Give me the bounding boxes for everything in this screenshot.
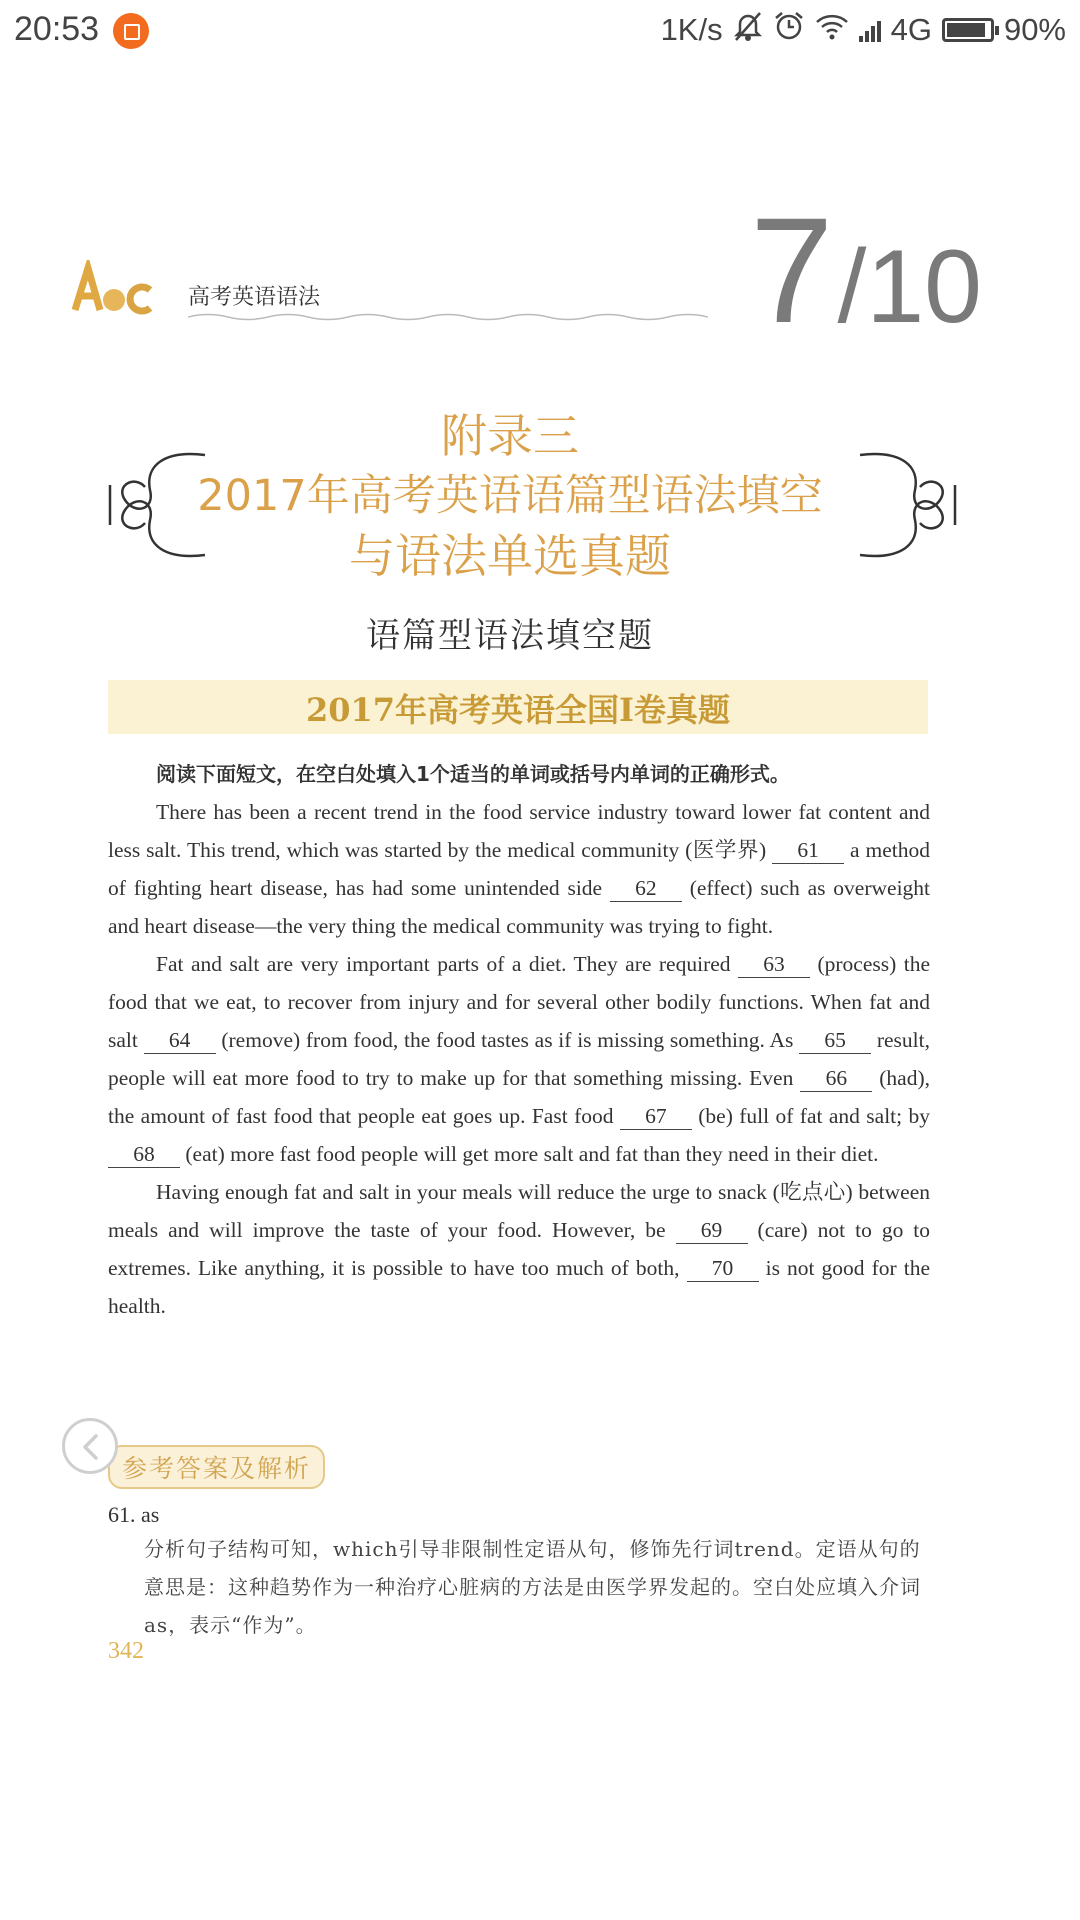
wifi-icon [815,12,849,48]
exam-banner [108,680,928,734]
text-segment: (be) full of fat and salt; by [698,1104,930,1128]
text-segment: There has been a recent trend in the food service industry toward lower fat content and less salt. This trend, which was started by the medical community (医学界) [108,800,930,862]
appendix-line-1: 附录三 [441,409,579,463]
paragraph-3 [108,1173,930,1325]
signal-icon [859,18,881,42]
alarm-icon [773,10,805,50]
text-segment: (eat) more fast food people will get more salt and fat than they need in their diet. [185,1142,879,1166]
text-segment: is not good for the health. [108,1256,931,1318]
back-button[interactable] [62,1418,118,1474]
passage [108,755,930,1325]
bell-muted-icon [733,10,763,50]
current-page: 7 [750,186,834,354]
abc-logo-icon [70,260,160,320]
network-speed: 1K/s [660,12,723,47]
total-pages: 10 [866,229,983,345]
paragraph-1 [108,793,930,945]
blank-69: 69 [676,1217,748,1244]
book-header-title: 高考英语语法 [188,285,321,310]
text-segment: (remove) from food, the food tastes as if is missing something. As [221,1028,794,1052]
exam-banner-text: 2017年高考英语全国I卷真题 [305,691,731,729]
text-segment: (process) the food that we eat, to recover from injury and for several other bodily functions. When fat and salt [108,952,930,1052]
blank-63: 63 [738,951,810,978]
battery-icon [942,18,994,42]
network-type: 4G [890,12,932,47]
appendix-line-3: 与语法单选真题 [349,529,671,583]
appendix-line-2: 2017年高考英语语篇型语法填空 [197,471,823,521]
app-notification-icon [113,13,149,49]
section-title: 语篇型语法填空题 [366,616,654,656]
appendix-title [60,406,960,586]
blank-70: 70 [687,1255,759,1282]
chevron-left-icon [78,1433,104,1461]
answers-heading: 参考答案及解析 [108,1445,325,1489]
status-time: 20:53 [14,10,100,48]
text-segment: Fat and salt are very important parts of a diet. They are required [156,952,731,976]
text-segment: result, people will eat more food to try to make up for that something missing. Even [108,1028,930,1090]
page-separator: / [837,229,867,345]
blank-65: 65 [799,1027,871,1054]
blank-62: 62 [610,875,682,902]
text-segment: a method of fighting heart disease, has had some unintended side [108,838,931,900]
blank-61: 61 [772,837,844,864]
page-counter [750,186,983,354]
blank-64: 64 [144,1027,216,1054]
paragraph-2 [108,945,930,1173]
book-page-number: 342 [108,1638,144,1664]
blank-68: 68 [108,1141,180,1168]
blank-66: 66 [800,1065,872,1092]
header-divider [188,312,708,322]
status-bar [0,0,1080,64]
text-segment: (had), the amount of fast food that people eat goes up. Fast food [108,1066,931,1128]
text-segment: (effect) such as overweight and heart disease—the very thing the medical community was trying to fight. [108,876,931,938]
status-right [661,10,1066,50]
instruction: 阅读下面短文，在空白处填入1个适当的单词或括号内单词的正确形式。 [156,762,790,786]
text-segment: (care) not to go to extremes. Like anything, it is possible to have too much of both, [108,1218,931,1280]
answer-61: 61. as [108,1502,160,1527]
explanation-61: 分析句子结构可知，which引导非限制性定语从句，修饰先行词trend。定语从句的意思是：这种趋势作为一种治疗心脏病的方法是由医学界发起的。空白处应填入介词as，表示“作为”。 [144,1537,921,1637]
text-segment: Having enough fat and salt in your meals will reduce the urge to snack (吃点心) between meals and will improve the taste of your food. However, be [108,1180,930,1242]
battery-percent: 90% [1003,12,1066,47]
blank-67: 67 [620,1103,692,1130]
